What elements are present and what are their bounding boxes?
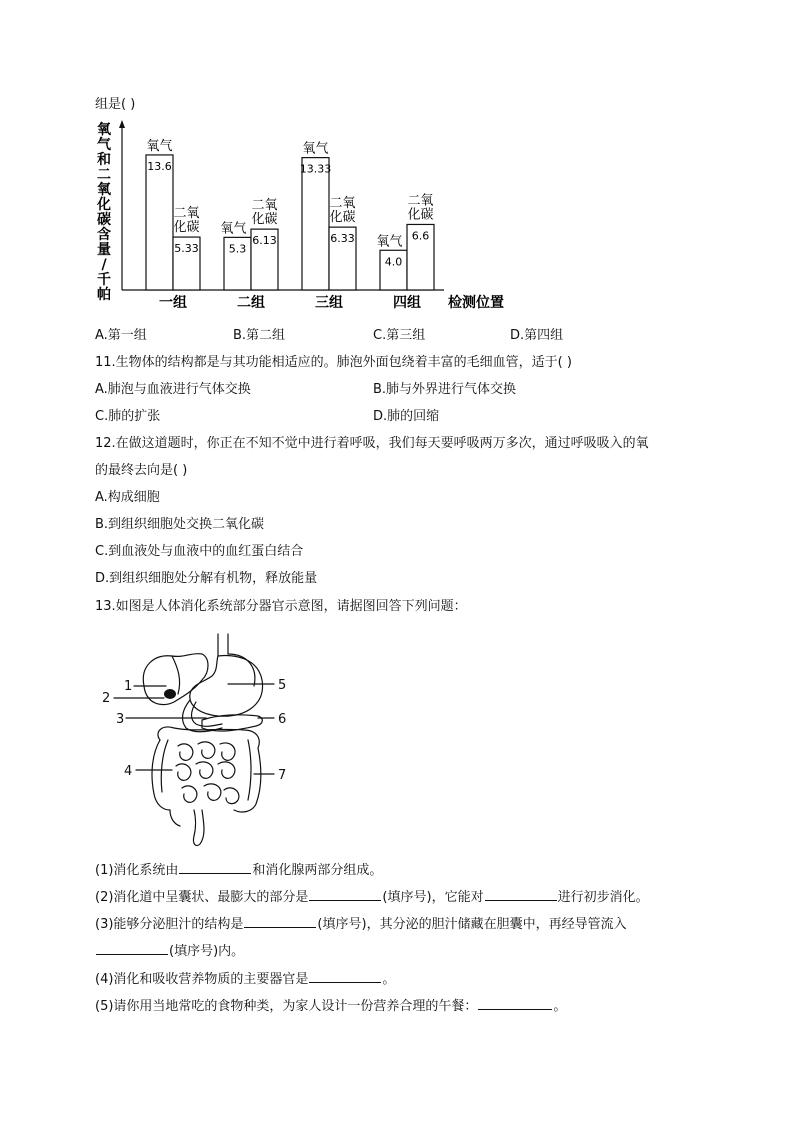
category-label-group-1: 一组 xyxy=(159,295,187,311)
answer-blank-5[interactable] xyxy=(96,942,168,955)
diagram-label-5: 5 xyxy=(278,678,287,693)
q11-stem: 11.生物体的结构都是与其功能相适应的。肺泡外面包绕着丰富的毛细血管，适于( ) xyxy=(95,355,572,370)
series-label-oxygen-group-2: 氧气 xyxy=(220,221,247,237)
series-label-co2-group-2: 二氧化碳 xyxy=(251,198,278,228)
answer-blank-2[interactable] xyxy=(309,888,381,901)
answer-blank-7[interactable] xyxy=(478,997,552,1010)
q10-option-c: C.第三组 xyxy=(373,328,426,343)
q12-stem-line2: 的最终去向是( ) xyxy=(95,463,188,478)
q13-sub3-suffix: (填序号)内。 xyxy=(169,944,245,959)
q12-option-c: C.到血液处与血液中的血红蛋白结合 xyxy=(95,544,304,559)
value-label-oxygen-group-4: 4.0 xyxy=(384,255,403,269)
q13-sub3-middle: (填序号)，其分泌的胆汁储藏在胆囊中，再经导管流入 xyxy=(317,917,627,932)
q13-sub2 xyxy=(95,888,649,907)
answer-blank-4[interactable] xyxy=(244,915,316,928)
q11-option-a: A.肺泡与血液进行气体交换 xyxy=(95,382,251,397)
x-axis-label: 检测位置 xyxy=(448,295,504,311)
q13-sub5-prefix: (5)请你用当地常吃的食物种类，为家人设计一份营养合理的午餐： xyxy=(95,999,478,1014)
q12-option-d: D.到组织细胞处分解有机物，释放能量 xyxy=(95,571,318,586)
value-label-co2-group-2: 6.13 xyxy=(252,234,277,248)
value-label-co2-group-4: 6.6 xyxy=(411,229,430,243)
q13-sub2-prefix: (2)消化道中呈囊状、最膨大的部分是 xyxy=(95,890,309,905)
digestive-system-diagram xyxy=(98,628,298,850)
diagram-label-3: 3 xyxy=(116,712,125,727)
category-label-group-3: 三组 xyxy=(315,295,343,311)
value-label-oxygen-group-3: 13.33 xyxy=(299,162,332,176)
oxygen-co2-bar-chart xyxy=(92,118,532,318)
q13-sub5-suffix: 。 xyxy=(553,999,567,1014)
diagram-label-1: 1 xyxy=(124,679,133,694)
q10-option-d: D.第四组 xyxy=(510,328,564,343)
diagram-label-4: 4 xyxy=(124,764,133,779)
series-label-co2-group-3: 二氧化碳 xyxy=(329,196,356,226)
diagram-label-7: 7 xyxy=(278,768,287,783)
q13-sub3-line2 xyxy=(95,942,244,961)
y-axis-label: 氧气和二氧化碳含量/千帕 xyxy=(97,122,111,303)
q11-option-d: D.肺的回缩 xyxy=(373,409,440,424)
series-label-oxygen-group-1: 氧气 xyxy=(146,138,173,154)
category-label-group-2: 二组 xyxy=(237,295,265,311)
q13-sub4 xyxy=(95,970,395,989)
value-label-oxygen-group-2: 5.3 xyxy=(228,242,247,256)
q11-option-b: B.肺与外界进行气体交换 xyxy=(373,382,517,397)
q13-sub1-prefix: (1)消化系统由 xyxy=(95,863,179,878)
diagram-label-2: 2 xyxy=(102,691,111,706)
q13-sub1 xyxy=(95,861,382,880)
answer-blank-3[interactable] xyxy=(485,888,557,901)
value-label-oxygen-group-1: 13.6 xyxy=(147,159,172,173)
diagram-label-6: 6 xyxy=(278,712,287,727)
y-axis-arrow xyxy=(119,120,125,128)
bar-oxygen-group-1 xyxy=(146,155,173,290)
answer-blank-6[interactable] xyxy=(309,970,381,983)
q13-sub2-suffix: 进行初步消化。 xyxy=(557,890,649,905)
q13-sub5 xyxy=(95,997,566,1016)
q13-sub2-middle: (填序号)，它能对 xyxy=(382,890,484,905)
q13-sub4-suffix: 。 xyxy=(382,972,396,987)
value-label-co2-group-1: 5.33 xyxy=(174,242,199,256)
q12-stem-line1: 12.在做这道题时，你正在不知不觉中进行着呼吸，我们每天要呼吸两万多次，通过呼吸吸入的氧 xyxy=(95,436,649,451)
q13-stem: 13.如图是人体消化系统部分器官示意图，请据图回答下列问题： xyxy=(95,599,467,614)
q12-option-a: A.构成细胞 xyxy=(95,490,160,505)
q13-sub4-prefix: (4)消化和吸收营养物质的主要器官是 xyxy=(95,972,309,987)
gallbladder-shape xyxy=(164,689,176,699)
value-label-co2-group-3: 6.33 xyxy=(330,232,355,246)
q13-sub1-suffix: 和消化腺两部分组成。 xyxy=(252,863,383,878)
category-label-group-4: 四组 xyxy=(393,295,421,311)
q13-sub3-line1 xyxy=(95,915,627,934)
q13-sub3-prefix: (3)能够分泌胆汁的结构是 xyxy=(95,917,244,932)
q10-option-b: B.第二组 xyxy=(233,328,286,343)
series-label-co2-group-4: 二氧化碳 xyxy=(407,193,434,223)
series-label-oxygen-group-3: 氧气 xyxy=(302,141,329,157)
bar-oxygen-group-3 xyxy=(302,158,329,290)
q11-option-c: C.肺的扩张 xyxy=(95,409,161,424)
series-label-co2-group-1: 二氧化碳 xyxy=(173,206,200,236)
q10-stem-tail: 组是( ) xyxy=(95,97,136,112)
answer-blank-1[interactable] xyxy=(179,861,251,874)
q12-option-b: B.到组织细胞处交换二氧化碳 xyxy=(95,517,265,532)
series-label-oxygen-group-4: 氧气 xyxy=(376,234,403,250)
q10-option-a: A.第一组 xyxy=(95,328,147,343)
